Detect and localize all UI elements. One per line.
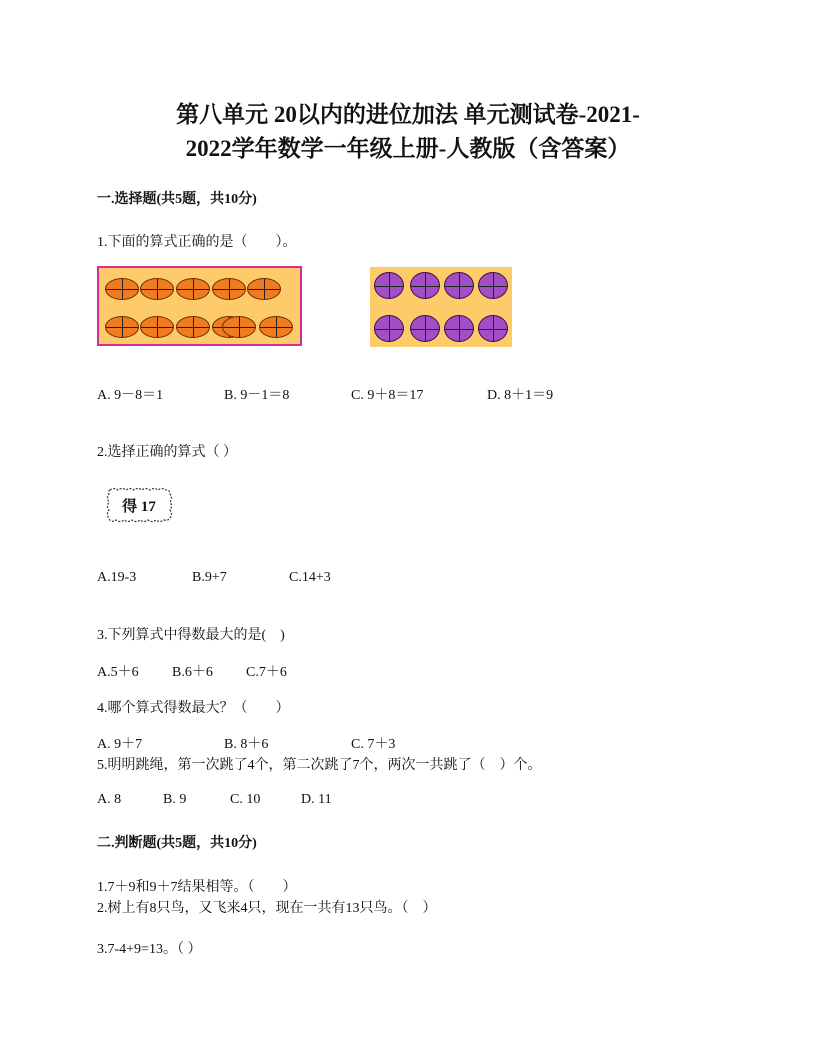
orange-ball: [176, 278, 210, 300]
question-1-option-a: A. 9－8＝1: [97, 388, 164, 403]
purple-balls-image: [370, 267, 512, 347]
purple-ball: [444, 272, 474, 299]
orange-ball: [176, 316, 210, 338]
question-3-option-b: B.6＋6: [172, 665, 213, 680]
question-5-text: 5.明明跳绳，第一次跳了4个，第二次跳了7个，两次一共跳了（ ）个。: [97, 758, 542, 773]
orange-ball: [140, 278, 174, 300]
question-1-option-d: D. 8＋1＝9: [487, 388, 554, 403]
badge-text: 得 17: [122, 499, 156, 515]
question-3-option-a: A.5＋6: [97, 665, 139, 680]
question-5-option-b: B. 9: [163, 792, 187, 807]
question-3-text: 3.下列算式中得数最大的是( ): [97, 628, 285, 643]
question-4-text: 4.哪个算式得数最大？（ ）: [97, 701, 290, 716]
judgement-3-text: 3.7-4+9=13。（ ）: [97, 942, 202, 957]
question-5-option-a: A. 8: [97, 792, 122, 807]
section-heading-choice: 一.选择题(共5题，共10分): [97, 192, 257, 207]
purple-ball: [410, 315, 440, 342]
section-heading-judgement: 二.判断题(共5题，共10分): [97, 836, 257, 851]
question-5-option-d: D. 11: [301, 792, 332, 807]
question-2-option-a: A.19-3: [97, 570, 137, 585]
orange-ball: [222, 316, 256, 338]
purple-ball: [374, 315, 404, 342]
question-2-text: 2.选择正确的算式（ ）: [97, 445, 237, 460]
result-badge: [104, 486, 174, 524]
question-5-option-c: C. 10: [230, 792, 261, 807]
orange-ball: [105, 316, 139, 338]
question-1-text: 1.下面的算式正确的是（ ）。: [97, 235, 297, 250]
purple-ball: [444, 315, 474, 342]
question-2-option-c: C.14+3: [289, 570, 331, 585]
question-1-option-c: C. 9＋8＝17: [351, 388, 424, 403]
question-4-option-b: B. 8＋6: [224, 737, 269, 752]
question-4-option-a: A. 9＋7: [97, 737, 143, 752]
question-3-option-c: C.7＋6: [246, 665, 287, 680]
question-4-option-c: C. 7＋3: [351, 737, 396, 752]
purple-ball: [478, 315, 508, 342]
question-1-option-b: B. 9－1＝8: [224, 388, 290, 403]
orange-ball: [140, 316, 174, 338]
orange-balls-image: [97, 266, 302, 346]
document-title-line-1: 第八单元 20以内的进位加法 单元测试卷-2021-: [176, 102, 640, 127]
orange-ball: [247, 278, 281, 300]
orange-ball: [259, 316, 293, 338]
orange-ball: [105, 278, 139, 300]
purple-ball: [478, 272, 508, 299]
judgement-1-text: 1.7＋9和9＋7结果相等。（ ）: [97, 880, 297, 895]
document-title-line-2: 2022学年数学一年级上册-人教版（含答案）: [185, 136, 631, 161]
orange-ball: [212, 278, 246, 300]
purple-ball: [410, 272, 440, 299]
judgement-2-text: 2.树上有8只鸟，又飞来4只，现在一共有13只鸟。（ ）: [97, 901, 437, 916]
purple-ball: [374, 272, 404, 299]
question-2-option-b: B.9+7: [192, 570, 227, 585]
